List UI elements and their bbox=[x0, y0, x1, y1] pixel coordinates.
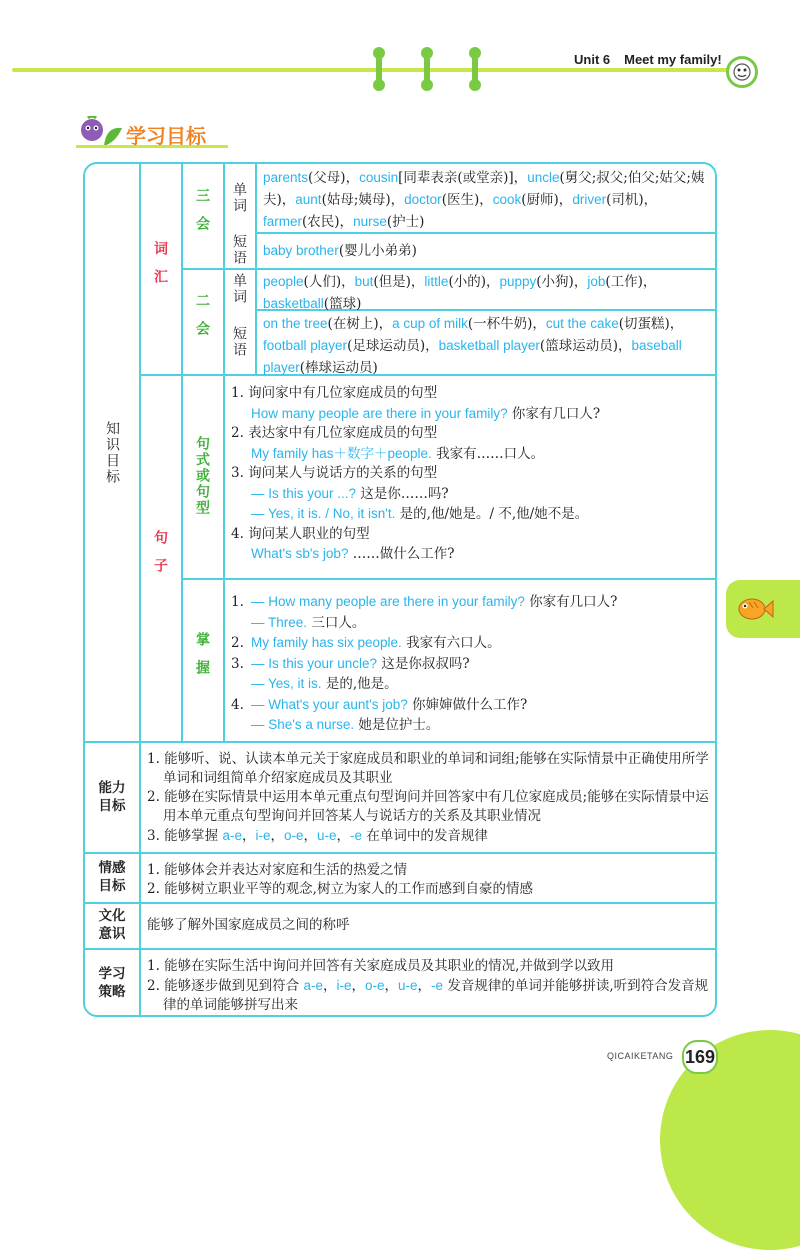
knowledge-label: 知识目标 bbox=[104, 420, 120, 485]
master-english: — How many people are there in your family? bbox=[251, 594, 525, 609]
vocab-chinese: (篮球) bbox=[323, 296, 362, 312]
pattern-heading: 3. 询问某人与说话方的关系的句型 bbox=[231, 465, 438, 481]
binder-clip-icon bbox=[472, 50, 478, 88]
example-english: How many people are there in your family? bbox=[251, 405, 508, 421]
side-tab bbox=[726, 580, 800, 638]
example-english: — Yes, it is. / No, it isn't. bbox=[251, 506, 396, 521]
mascot-icon bbox=[726, 56, 758, 88]
example-english: My family has＋数字＋people. bbox=[251, 445, 432, 461]
vocab-english: baby brother bbox=[263, 243, 339, 258]
example-chinese: 我家有……口人。 bbox=[431, 445, 545, 462]
vocab-english: but bbox=[354, 274, 374, 289]
erhui-label: 二会 bbox=[194, 293, 210, 349]
section-title: 学习目标 bbox=[126, 124, 206, 148]
sentence-label: 句子 bbox=[152, 529, 168, 586]
grid-line bbox=[85, 948, 717, 950]
example-chinese: 是的,他/她是。/ 不,他/她不是。 bbox=[395, 506, 589, 522]
master-line bbox=[231, 592, 711, 613]
master-english: — Three. bbox=[251, 614, 308, 630]
sanhui-phrase-list bbox=[257, 239, 717, 263]
line-number: 2. bbox=[231, 635, 244, 651]
grid-line bbox=[85, 852, 717, 854]
master-chinese: 这是你叔叔吗? bbox=[377, 655, 470, 672]
example-chinese: 你家有几口人? bbox=[507, 405, 601, 422]
master-english: My family has six people. bbox=[251, 635, 402, 650]
master-line bbox=[231, 674, 711, 695]
vocab-chinese: (工作)， bbox=[605, 274, 657, 290]
sanhui-label: 三会 bbox=[194, 188, 210, 244]
emotion-label: 情感 目标 bbox=[98, 860, 126, 894]
vocab-chinese: (一杯牛奶)， bbox=[467, 316, 546, 332]
vocab-english: baseball player bbox=[263, 338, 682, 375]
master-english: — What's your aunt's job? bbox=[251, 696, 408, 712]
master-english: — She's a nurse. bbox=[251, 717, 355, 732]
master-line bbox=[231, 695, 711, 716]
vocab-english: parents bbox=[263, 170, 309, 185]
vocab-chinese: (农民)， bbox=[302, 214, 354, 230]
example-english: — Is this your ...? bbox=[251, 485, 357, 501]
master-line bbox=[231, 715, 711, 736]
line-number: 1. bbox=[231, 594, 244, 610]
pattern-label: 句式或句型 bbox=[194, 436, 210, 516]
pattern-example bbox=[231, 444, 711, 465]
footer-decoration bbox=[660, 1030, 800, 1250]
unit-number: Unit 6 bbox=[574, 52, 611, 67]
vocab-english: farmer bbox=[263, 214, 303, 229]
ability-item: 2. 能够在实际情景中运用本单元重点句型询问并回答家中有几位家庭成员;能够在实际情景中运用本单元重点句型询问并回答某人与说话方的关系及其职业情况 bbox=[147, 789, 709, 824]
vocab-english: basketball player bbox=[438, 338, 540, 353]
master-english: — Yes, it is. bbox=[251, 676, 322, 691]
master-chinese: 她是位护士。 bbox=[354, 717, 440, 733]
strategy-item: 2. 能够逐步做到见到符合 a-e，i-e，o-e，u-e，-e 发音规律的单词并能够拼读,听到符合发音规律的单词能够拼写出来 bbox=[147, 978, 709, 1013]
master-line bbox=[231, 654, 711, 675]
page-number: 169 bbox=[682, 1040, 718, 1074]
strategy-item: 1. 能够在实际生活中询问并回答有关家庭成员及其职业的情况,并做到学以致用 bbox=[147, 958, 614, 974]
emotion-list bbox=[139, 855, 717, 905]
vocab-english: a cup of milk bbox=[392, 316, 468, 331]
sentence-pattern-list bbox=[223, 378, 717, 571]
vocab-english: aunt bbox=[295, 192, 322, 207]
master-sentence-list bbox=[223, 586, 717, 742]
master-chinese: 我家有六口人。 bbox=[401, 635, 501, 651]
master-line bbox=[231, 633, 711, 654]
word-label: 单词 bbox=[231, 182, 247, 214]
strategy-label: 学习 策略 bbox=[98, 966, 126, 1000]
fish-icon bbox=[734, 594, 774, 624]
vocab-chinese: (姑母;姨母)， bbox=[321, 192, 405, 208]
master-chinese: 三口人。 bbox=[307, 614, 366, 631]
master-label: 掌握 bbox=[194, 631, 210, 688]
master-english: — Is this your uncle? bbox=[251, 655, 378, 671]
vocab-chinese: (厨师)， bbox=[521, 192, 573, 208]
objectives-table bbox=[83, 162, 717, 1017]
word-label: 单词 bbox=[231, 272, 247, 305]
emotion-item: 1. 能够体会并表达对家庭和生活的热爱之情 bbox=[147, 862, 408, 878]
vocab-english: football player bbox=[263, 338, 348, 353]
example-chinese: ……做什么工作? bbox=[348, 546, 455, 562]
vocab-english: driver bbox=[572, 192, 607, 207]
vocab-chinese: (婴儿小弟弟) bbox=[338, 243, 417, 259]
vocab-chinese: (棒球运动员) bbox=[299, 360, 378, 376]
erhui-phrase-list bbox=[257, 312, 717, 380]
binder-clip-icon bbox=[376, 50, 382, 88]
line-number: 3. bbox=[231, 655, 244, 672]
ability-label: 能力 目标 bbox=[98, 779, 126, 814]
binder-clip-icon bbox=[424, 50, 430, 88]
vocab-chinese: (切蛋糕)， bbox=[618, 316, 684, 332]
vocab-chinese: (小狗)， bbox=[536, 274, 588, 290]
vocab-english: on the tree bbox=[263, 316, 328, 331]
vocab-english: little bbox=[424, 274, 449, 289]
ability-list bbox=[139, 744, 717, 852]
vocab-chinese: (但是)， bbox=[373, 274, 425, 290]
culture-label: 文化 意识 bbox=[98, 908, 126, 942]
culture-text: 能够了解外国家庭成员之间的称呼 bbox=[147, 917, 350, 933]
vocab-chinese: (在树上)， bbox=[327, 316, 393, 332]
vocab-english: uncle bbox=[527, 170, 560, 185]
vocab-chinese: (医生)， bbox=[441, 192, 493, 208]
vocab-chinese: (篮球运动员)， bbox=[539, 338, 632, 354]
erhui-word-list bbox=[257, 270, 717, 316]
brand-label: QICAIKETANG bbox=[607, 1051, 674, 1061]
pattern-heading: 4. 询问某人职业的句型 bbox=[231, 525, 370, 542]
vocab-chinese: (司机)， bbox=[606, 192, 658, 208]
vocab-english: nurse bbox=[353, 214, 387, 229]
emotion-item: 2. 能够树立职业平等的观念,树立为家人的工作而感到自豪的情感 bbox=[147, 881, 533, 897]
master-line bbox=[231, 613, 711, 634]
vocab-english: puppy bbox=[499, 274, 537, 289]
vocab-chinese: (护士) bbox=[386, 214, 425, 230]
vocab-english: cut the cake bbox=[545, 316, 619, 331]
pattern-heading: 2. 表达家中有几位家庭成员的句型 bbox=[231, 425, 438, 441]
vocab-chinese: (舅父;叔父;伯父;姑父;姨夫)， bbox=[263, 170, 705, 208]
vocab-chinese: (小的)， bbox=[448, 274, 500, 290]
vocab-english: job bbox=[587, 274, 606, 289]
master-chinese: 是的,他是。 bbox=[321, 676, 398, 692]
example-chinese: 这是你……吗? bbox=[356, 485, 449, 502]
unit-title: Meet my family! bbox=[624, 52, 722, 67]
vocab-english: basketball bbox=[263, 296, 324, 311]
pattern-example bbox=[231, 504, 711, 525]
pattern-example bbox=[231, 484, 711, 505]
line-number: 4. bbox=[231, 696, 244, 713]
vocab-english: cousin bbox=[359, 170, 399, 185]
master-chinese: 你婶婶做什么工作? bbox=[407, 696, 528, 713]
pattern-example bbox=[231, 404, 711, 425]
master-chinese: 你家有几口人? bbox=[524, 594, 618, 610]
ability-item: 3. 能够掌握 a-e，i-e，o-e，u-e，-e 在单词中的发音规律 bbox=[147, 828, 488, 844]
strategy-list bbox=[139, 951, 717, 1017]
phrase-label: 短语 bbox=[231, 234, 247, 266]
vocab-chinese: (人们)， bbox=[303, 274, 355, 290]
vocab-chinese: [同辈表亲(或堂亲)]， bbox=[398, 170, 528, 186]
vocab-chinese: (父母)， bbox=[308, 170, 360, 186]
vocab-chinese: (足球运动员)， bbox=[347, 338, 439, 354]
phrase-label: 短语 bbox=[231, 325, 247, 358]
pattern-heading: 1. 询问家中有几位家庭成员的句型 bbox=[231, 385, 438, 401]
unit-header bbox=[574, 52, 722, 67]
vocab-english: cook bbox=[492, 192, 522, 207]
pattern-example bbox=[231, 544, 711, 565]
header-bar bbox=[12, 68, 734, 72]
ability-item: 1. 能够听、说、认读本单元关于家庭成员和职业的单词和词组;能够在实际情景中正确使用所学单词和词组简单介绍家庭成员及其职业 bbox=[147, 751, 709, 786]
sanhui-word-list bbox=[257, 166, 717, 234]
grid-line bbox=[181, 578, 717, 580]
vocab-label: 词汇 bbox=[152, 241, 168, 297]
example-english: What's sb's job? bbox=[251, 546, 349, 561]
vocab-english: people bbox=[263, 274, 304, 289]
vocab-english: doctor bbox=[404, 192, 442, 207]
